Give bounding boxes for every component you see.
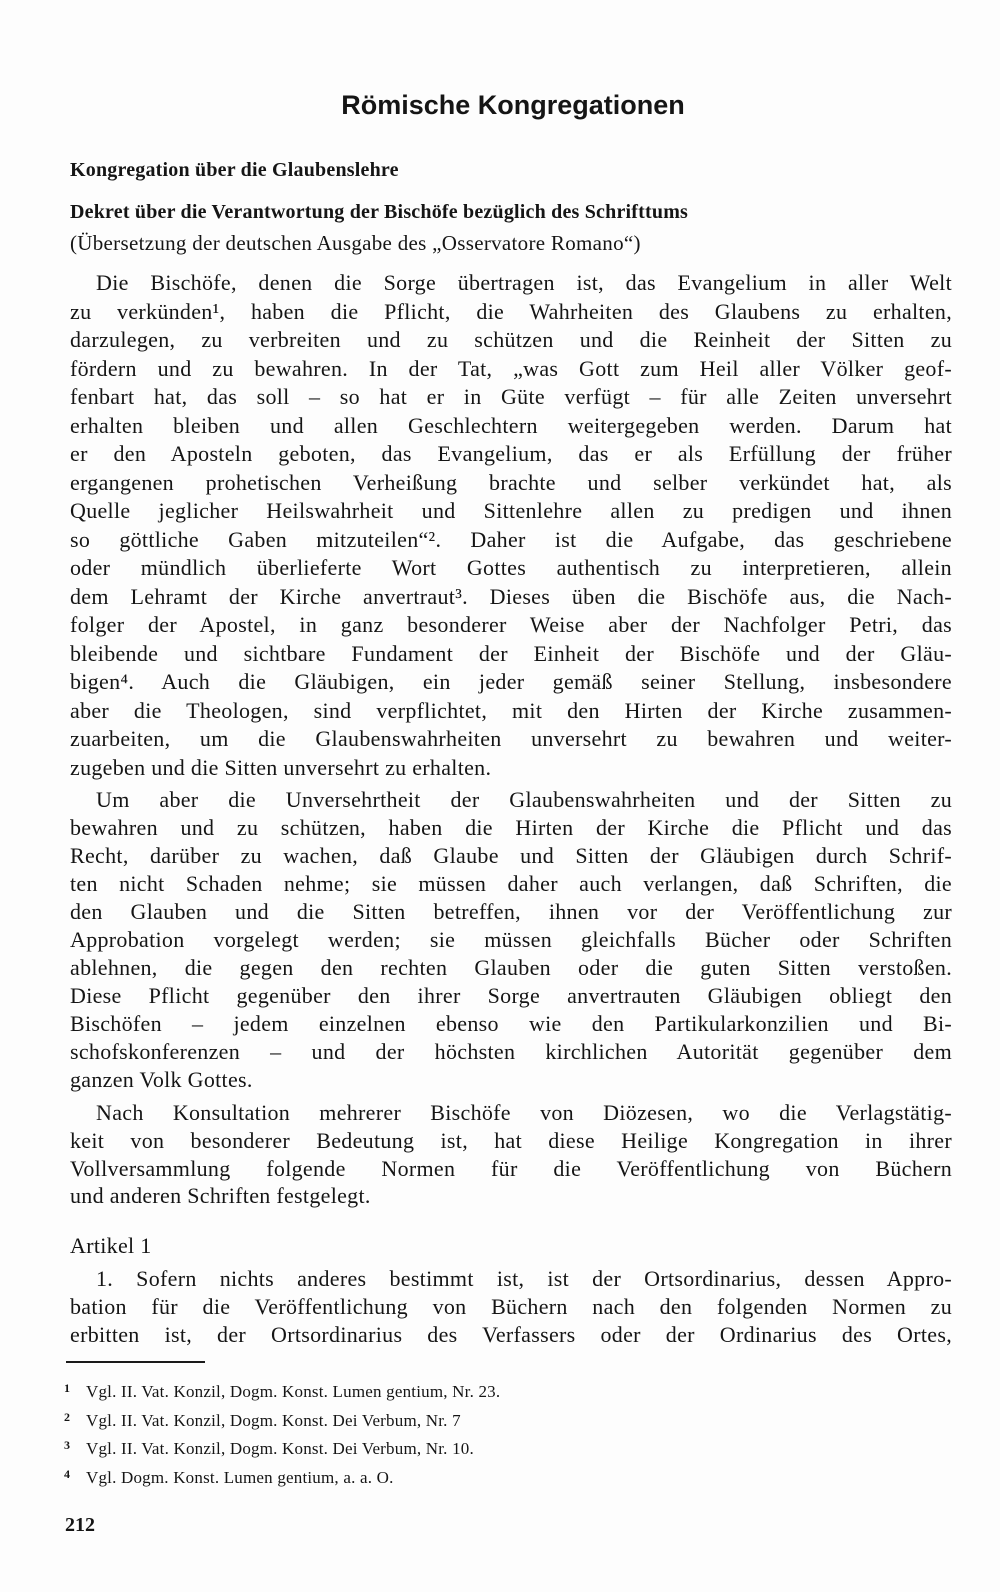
paragraph-line: ablehnen, die gegen den rechten Glauben oder die guten Sitten verstoßen. [70, 955, 952, 980]
footnote-marker: 1 [64, 1381, 71, 1395]
footnote-text: Vgl. II. Vat. Konzil, Dogm. Konst. Dei Verbum, Nr. 7 [86, 1410, 461, 1430]
paragraph-line: Vollversammlung folgende Normen für die Veröffentlichung von Büchern [70, 1155, 952, 1181]
paragraph-line: so göttliche Gaben mitzuteilen“². Daher ist die Aufgabe, das geschriebene [70, 526, 952, 552]
paragraph-line: folger der Apostel, in ganz besonderer Weise aber der Nachfolger Petri, das [70, 612, 952, 637]
page-title: Römische Kongregationen [341, 90, 685, 120]
body-paragraph [70, 786, 952, 1094]
paragraph-line: den Glauben und die Sitten betreffen, ihnen vor der Veröffentlichung zur [70, 899, 952, 924]
paragraph-line: zu verkünden¹, haben die Pflicht, die Wahrheiten des Glaubens zu erhalten, [70, 298, 952, 324]
footnote-text: Vgl. Dogm. Konst. Lumen gentium, a. a. O. [86, 1468, 394, 1488]
paragraph-line: Diese Pflicht gegenüber den ihrer Sorge anvertrauten Gläubigen obliegt den [70, 983, 952, 1008]
footnote [64, 1462, 944, 1491]
footnote-text: Vgl. II. Vat. Konzil, Dogm. Konst. Lumen gentium, Nr. 23. [86, 1382, 501, 1401]
paragraph-line: ergangenen prohetischen Verheißung brachte und selber verkündet hat, als [70, 469, 952, 495]
congregation-heading: Kongregation über die Glaubenslehre [70, 159, 399, 181]
paragraph-line: oder mündlich überlieferte Wort Gottes authentisch zu interpretieren, allein [70, 555, 952, 580]
paragraph-line: Quelle jeglicher Heilswahrheit und Sittenlehre allen zu predigen und ihnen [70, 498, 952, 523]
paragraph-line: bation für die Veröffentlichung von Büchern nach den folgenden Normen zu [70, 1294, 952, 1319]
body-paragraph [70, 1099, 952, 1210]
paragraph-line: ganzen Volk Gottes. [70, 1067, 253, 1092]
paragraph-line: fenbart hat, das soll – so hat er in Güte verfügt – für alle Zeiten unversehrt [70, 384, 952, 409]
paragraph-line: Die Bischöfe, denen die Sorge übertragen ist, das Evangelium in aller Welt [96, 270, 952, 295]
paragraph-line: Approbation vorgelegt werden; sie müssen gleichfalls Bücher oder Schriften [70, 927, 952, 952]
article-heading: Artikel 1 [70, 1233, 152, 1258]
body-paragraph [70, 269, 952, 782]
footnote-text: Vgl. II. Vat. Konzil, Dogm. Konst. Dei Verbum, Nr. 10. [86, 1439, 474, 1459]
paragraph-line: aber die Theologen, sind verpflichtet, mit den Hirten der Kirche zusammen- [70, 697, 952, 723]
paragraph-line: ten nicht Schaden nehme; sie müssen daher auch verlangen, daß Schriften, die [70, 871, 952, 896]
paragraph-line: Bischöfen – jedem einzelnen ebenso wie den Partikularkonzilien und Bi- [70, 1011, 952, 1036]
paragraph-line: Recht, darüber zu wachen, daß Glaube und Sitten der Gläubigen durch Schrif- [70, 843, 952, 868]
decree-title: Dekret über die Verantwortung der Bischöfe bezüglich des Schrifttums [70, 201, 689, 223]
footnote [64, 1433, 944, 1462]
paragraph-line: er den Aposteln geboten, das Evangelium, das er als Erfüllung der früher [70, 441, 952, 466]
footnote [64, 1376, 944, 1405]
paragraph-line: zuarbeiten, um die Glaubenswahrheiten unversehrt zu bewahren und weiter- [70, 726, 952, 751]
paragraph-line: fördern und zu bewahren. In der Tat, „was Gott zum Heil aller Völker geof- [70, 355, 952, 381]
footnote-marker: 2 [64, 1409, 71, 1424]
page-number: 212 [65, 1514, 95, 1536]
footnote [64, 1405, 944, 1434]
paragraph-line: erbitten ist, der Ortsordinarius des Verfassers oder der Ordinarius des Ortes, [70, 1322, 952, 1347]
footnote-marker: 3 [64, 1438, 71, 1453]
footnotes [64, 1376, 944, 1491]
paragraph-line: Nach Konsultation mehrerer Bischöfe von Diözesen, wo die Verlagstätig- [96, 1100, 952, 1125]
article-paragraph [70, 1265, 952, 1349]
paragraph-line: bewahren und zu schützen, haben die Hirten der Kirche die Pflicht und das [70, 815, 952, 840]
article-heading-block [70, 1232, 952, 1260]
footnote-marker: 4 [64, 1467, 71, 1482]
paragraph-line: 1. Sofern nichts anderes bestimmt ist, ist der Ortsordinarius, dessen Appro- [96, 1266, 952, 1291]
paragraph-line: zugeben und die Sitten unversehrt zu erhalten. [70, 754, 492, 780]
footnote-separator [66, 1361, 205, 1363]
paragraph-line: bleibende und sichtbare Fundament der Einheit der Bischöfe und der Gläu- [70, 640, 952, 666]
paragraph-line: Um aber die Unversehrtheit der Glaubenswahrheiten und der Sitten zu [96, 787, 952, 812]
paragraph-line: dem Lehramt der Kirche anvertraut³. Dieses üben die Bischöfe aus, die Nach- [70, 583, 952, 609]
paragraph-line: und anderen Schriften festgelegt. [70, 1183, 371, 1209]
paragraph-line: schofskonferenzen – und der höchsten kirchlichen Autorität gegenüber dem [70, 1039, 952, 1064]
paragraph-line: erhalten bleiben und allen Geschlechtern weitergegeben werden. Darum hat [70, 412, 952, 438]
paragraph-line: keit von besonderer Bedeutung ist, hat diese Heilige Kongregation in ihrer [70, 1127, 952, 1153]
paragraph-line: darzulegen, zu verbreiten und zu schützen und die Reinheit der Sitten zu [70, 327, 952, 352]
paragraph-line: bigen⁴. Auch die Gläubigen, ein jeder gemäß seiner Stellung, insbesondere [70, 669, 952, 694]
source-note: (Übersetzung der deutschen Ausgabe des „Osservatore Romano“) [70, 231, 641, 255]
